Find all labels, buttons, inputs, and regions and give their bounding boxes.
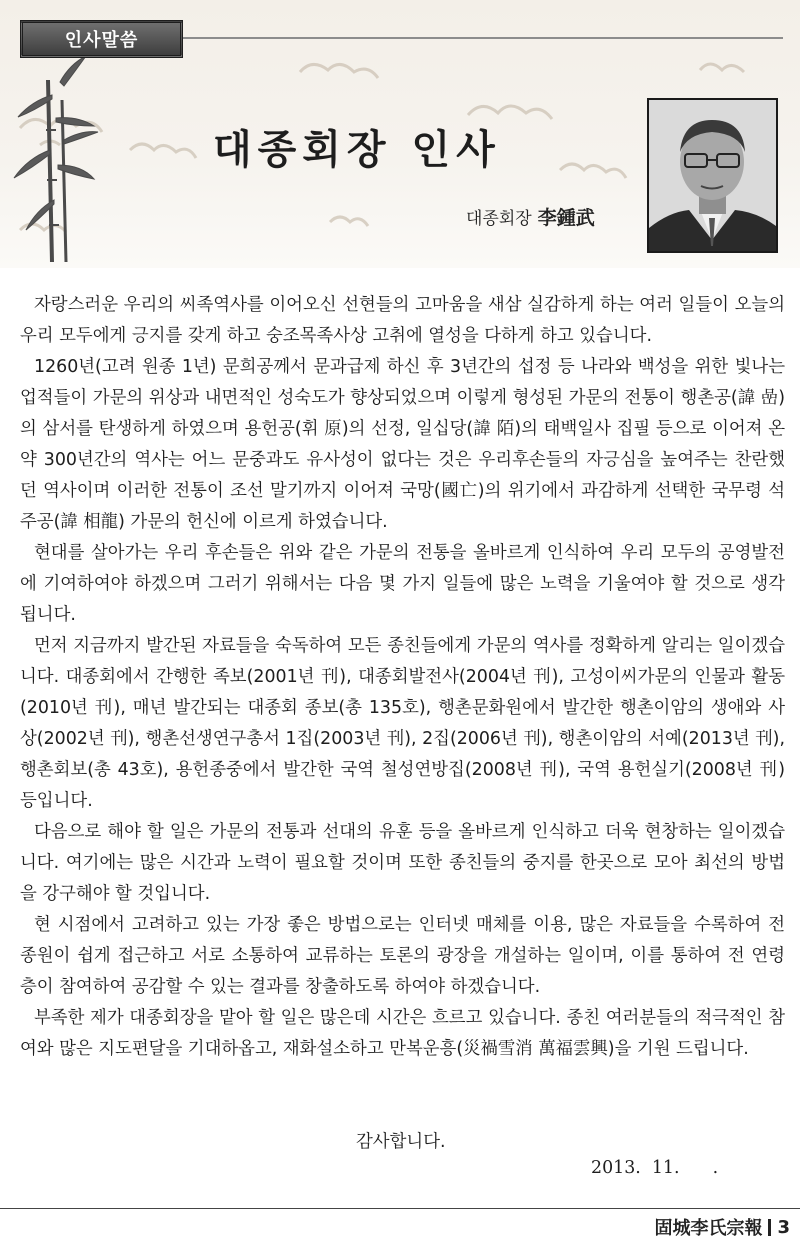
author-portrait — [647, 98, 778, 253]
date: 2013. 11. . — [591, 1158, 719, 1178]
section-label-tab: 인사말씀 — [20, 20, 183, 58]
author-name: 李鍾武 — [537, 207, 595, 229]
article-body — [20, 290, 785, 1065]
footer — [654, 1214, 790, 1240]
author-role: 대종회장 — [466, 209, 532, 229]
page-title: 대종회장 인사 — [213, 126, 501, 173]
bamboo-icon — [14, 56, 98, 262]
paragraph: 현 시점에서 고려하고 있는 가장 좋은 방법으로는 인터넷 매체를 이용, 많은 자료들을 수록하여 전 종원이 쉽게 접근하고 서로 소통하여 교류하는 토론의 광장을 개설하는 일이며, 이를 통하여 전 연령층이 참여하여 공감할 수 있는 결과를 창출하도록 하여야 하겠습니다. — [20, 915, 785, 997]
page-number: 3 — [777, 1216, 790, 1238]
paragraph: 1260년(고려 원종 1년) 문희공께서 문과급제 하신 후 3년간의 섭정 등 나라와 백성을 위한 빛나는 업적들이 가문의 위상과 내면적인 성숙도가 향상되었으며 이렇게 형성된 가문의 전통이 행촌공(諱 嵒)의 삼서를 탄생하게 하였으며 용헌공(휘 原)의 선정, 일십당(諱 陌)의 태백일사 집필 등으로 이어져 온 약 300년간의 역사는 어느 문중과도 유사성이 없다는 것은 우리후손들의 자긍심을 높여주는 찬란했던 역사이며 이러한 전통이 조선 말기까지 이어져 국망(國亡)의 위기에서 과감하게 선택한 국무령 석주공(諱 相龍) 가문의 헌신에 이르게 하였습니다. — [20, 357, 785, 532]
footer-divider — [768, 1219, 771, 1236]
author-byline — [466, 203, 595, 230]
portrait-image — [649, 100, 776, 251]
publication-name: 固城李氏宗報 — [654, 1218, 763, 1239]
footer-rule — [0, 1208, 800, 1209]
header-rule — [183, 37, 783, 39]
paragraph: 현대를 살아가는 우리 후손들은 위와 같은 가문의 전통을 올바르게 인식하여 우리 모두의 공영발전에 기여하여야 하겠으며 그러기 위해서는 다음 몇 가지 일들에 많은 노력을 기울여야 할 것으로 생각됩니다. — [20, 543, 785, 625]
closing-remark: 감사합니다. — [356, 1132, 446, 1152]
paragraph: 자랑스러운 우리의 씨족역사를 이어오신 선현들의 고마움을 새삼 실감하게 하는 여러 일들이 오늘의 우리 모두에게 긍지를 갖게 하고 숭조목족사상 고취에 열성을 다하게 하고 있습니다. — [20, 295, 785, 346]
header-banner — [0, 0, 800, 268]
paragraph: 먼저 지금까지 발간된 자료들을 숙독하여 모든 종친들에게 가문의 역사를 정확하게 알리는 일이겠습니다. 대종회에서 간행한 족보(2001년 刊), 대종회발전사(2004년 刊), 고성이씨가문의 인물과 활동(2010년 刊), 매년 발간되는 대종회 종보(총 135호), 행촌문화원에서 발간한 행촌이암의 생애와 사상(2002년 刊), 행촌선생연구총서 1집(2003년 刊), 2집(2006년 刊), 행촌이암의 서예(2013년 刊), 행촌회보(총 43호), 용헌종중에서 발간한 국역 철성연방집(2008년 刊), 국역 용헌실기(2008년 刊) 등입니다. — [20, 636, 785, 811]
paragraph: 다음으로 해야 할 일은 가문의 전통과 선대의 유훈 등을 올바르게 인식하고 더욱 현창하는 일이겠습니다. 여기에는 많은 시간과 노력이 필요할 것이며 또한 종친들의 중지를 한곳으로 모아 최선의 방법을 강구해야 할 것입니다. — [20, 822, 785, 904]
paragraph: 부족한 제가 대종회장을 맡아 할 일은 많은데 시간은 흐르고 있습니다. 종친 여러분들의 적극적인 참여와 많은 지도편달을 기대하옵고, 재화설소하고 만복운흥(災禍雪消 萬福雲興)을 기원 드립니다. — [20, 1008, 785, 1059]
